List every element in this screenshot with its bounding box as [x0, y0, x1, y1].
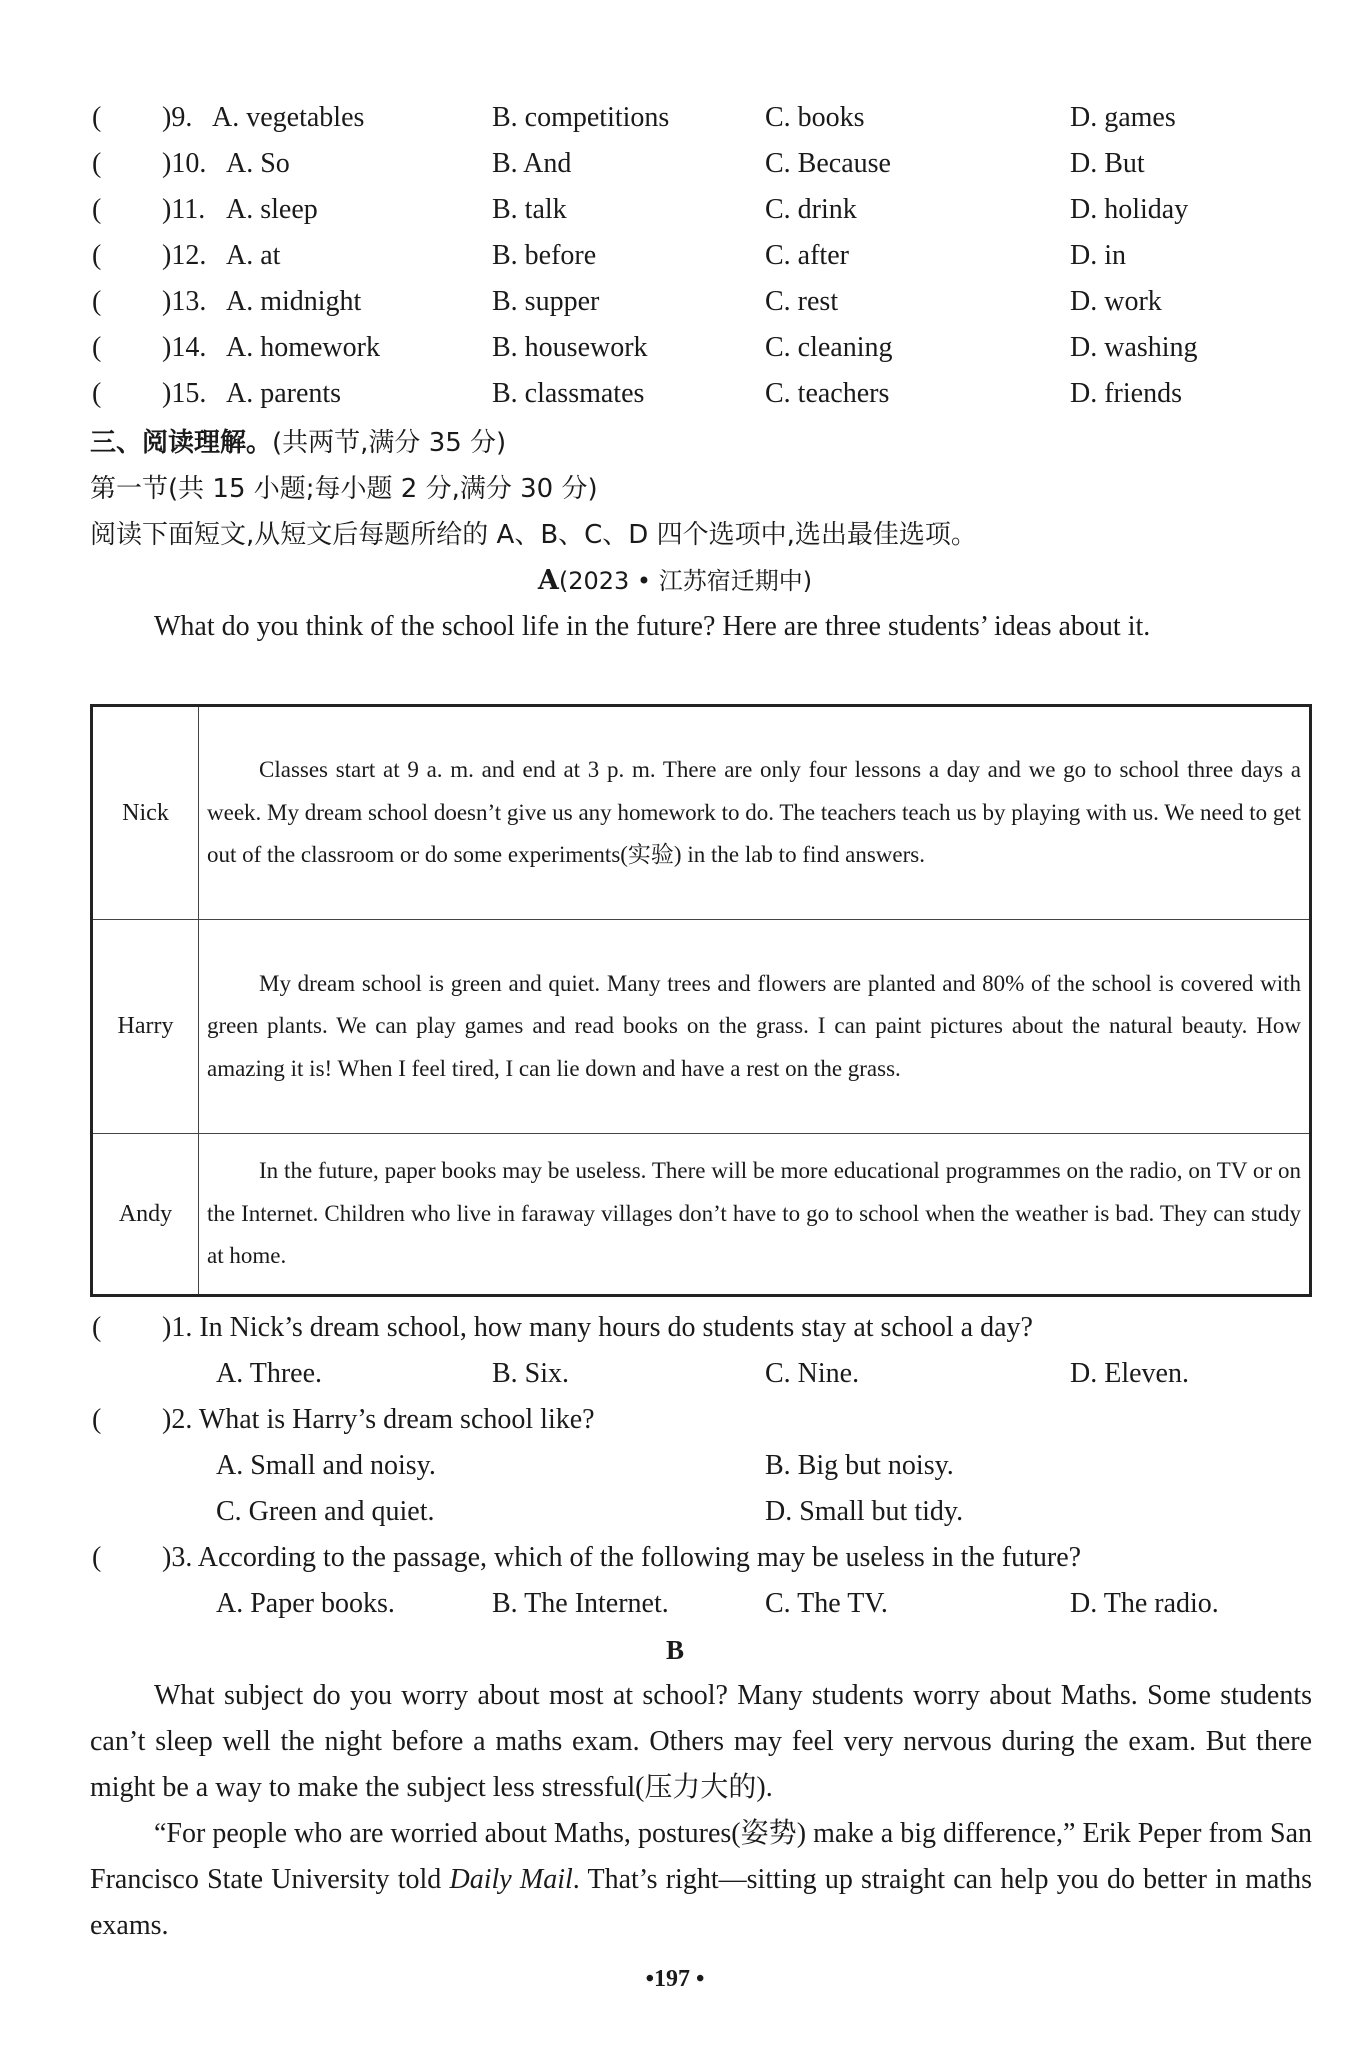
- cloze-row-15: [92, 371, 1312, 417]
- option-a: A. parents: [226, 378, 342, 409]
- student-name: Andy: [92, 1134, 199, 1296]
- option-b: B. housework: [492, 332, 648, 363]
- answer-blank[interactable]: (: [92, 148, 102, 179]
- table-row-nick: [92, 706, 1311, 920]
- passage-a-heading: [0, 558, 1350, 604]
- passage-b-paragraph-1: What subject do you worry about most at school? Many students worry about Maths. Some students can’t sleep well the night before a maths exam. Others may feel very nervous during the exam. But there might be a way to make the subject less stressful(压力大的).: [90, 1680, 1312, 1803]
- passage-a-source: (2023 • 江苏宿迁期中): [558, 567, 813, 595]
- passage-a-label: A: [537, 565, 559, 596]
- question-number: )12.: [162, 240, 207, 271]
- q1-option-d: D. Eleven.: [1070, 1358, 1189, 1389]
- option-d: D. games: [1070, 102, 1176, 133]
- cloze-row-9: [92, 95, 1312, 141]
- option-a: A. midnight: [226, 286, 362, 317]
- option-c: C. Because: [765, 148, 891, 179]
- question-stem: )1. In Nick’s dream school, how many hours do students stay at school a day?: [162, 1312, 1033, 1343]
- idea-text: Classes start at 9 a. m. and end at 3 p. m. There are only four lessons a day and we go to school three days a week. My dream school doesn’t give us any homework to do. The teachers teach us by playing with us. We need to get out of the classroom or do some experiments(实验) in the lab to find answers.: [207, 757, 1301, 868]
- option-c: C. after: [765, 240, 849, 271]
- option-a: A. So: [226, 148, 290, 179]
- instruction-text: 阅读下面短文,从短文后每题所给的 A、B、C、D 四个选项中,选出最佳选项。: [90, 520, 977, 550]
- passage-b-label: B: [665, 1635, 684, 1665]
- student-name: Nick: [92, 706, 199, 920]
- student-idea: [199, 920, 1311, 1134]
- question-number: )15.: [162, 378, 207, 409]
- question-number: )9.: [162, 102, 193, 133]
- q1-option-a: A. Three.: [216, 1358, 322, 1389]
- ideas-table: [90, 704, 1312, 1297]
- q1-option-c: C. Nine.: [765, 1358, 860, 1389]
- cloze-row-13: [92, 279, 1312, 325]
- passage-b-paragraph-2: [90, 1811, 1312, 1949]
- p2-text-start: “For people who are worried about Maths, postures(姿势) make a big difference,” Erik Peper from San Francisco State University told: [90, 1818, 1312, 1895]
- option-b: B. before: [492, 240, 597, 271]
- option-b: B. classmates: [492, 378, 645, 409]
- option-b: B. And: [492, 148, 572, 179]
- q3-option-d: D. The radio.: [1070, 1588, 1219, 1619]
- option-c: C. teachers: [765, 378, 890, 409]
- option-c: C. drink: [765, 194, 857, 225]
- answer-blank[interactable]: (: [92, 194, 102, 225]
- option-b: B. competitions: [492, 102, 670, 133]
- option-a: A. homework: [226, 332, 380, 363]
- cloze-row-11: [92, 187, 1312, 233]
- option-a: A. sleep: [226, 194, 318, 225]
- q2-option-a: A. Small and noisy.: [216, 1450, 436, 1481]
- answer-blank[interactable]: (: [92, 378, 102, 409]
- answer-blank[interactable]: (: [92, 240, 102, 271]
- idea-text: My dream school is green and quiet. Many trees and flowers are planted and 80% of the school is covered with green plants. We can play games and read books on the grass. I can paint pictures about the natural beauty. How amazing it is! When I feel tired, I can lie down and have a rest on the grass.: [207, 970, 1301, 1081]
- q2-option-d: D. Small but tidy.: [765, 1496, 964, 1527]
- answer-blank[interactable]: (: [92, 332, 102, 363]
- passage-a-intro: [90, 604, 1312, 650]
- q3-option-c: C. The TV.: [765, 1588, 888, 1619]
- option-d: D. holiday: [1070, 194, 1189, 225]
- section-title: 三、阅读理解。: [90, 428, 273, 458]
- option-a: A. at: [226, 240, 281, 271]
- question-number: )11.: [162, 194, 206, 225]
- option-d: D. work: [1070, 286, 1162, 317]
- option-d: D. in: [1070, 240, 1126, 271]
- q3-option-b: B. The Internet.: [492, 1588, 669, 1619]
- cloze-row-12: [92, 233, 1312, 279]
- newspaper-name: Daily Mail: [449, 1864, 573, 1895]
- option-b: B. talk: [492, 194, 567, 225]
- option-d: D. But: [1070, 148, 1145, 179]
- student-idea: [199, 706, 1311, 920]
- answer-blank[interactable]: (: [92, 286, 102, 317]
- p2-text-end: . That’s right—sitting up straight can help you do better in maths exams.: [90, 1864, 1313, 1941]
- section-heading: [90, 420, 506, 466]
- question-number: )13.: [162, 286, 207, 317]
- table-row-harry: [92, 920, 1311, 1134]
- q2-option-c: C. Green and quiet.: [216, 1496, 435, 1527]
- answer-blank[interactable]: (: [92, 1404, 102, 1435]
- answer-blank[interactable]: (: [92, 102, 102, 133]
- question-number: )10.: [162, 148, 207, 179]
- option-c: C. cleaning: [765, 332, 893, 363]
- question-stem: )3. According to the passage, which of the following may be useless in the future?: [162, 1542, 1082, 1573]
- option-c: C. books: [765, 102, 865, 133]
- passage-b-body: [90, 1673, 1312, 1949]
- option-d: D. friends: [1070, 378, 1182, 409]
- q1-option-b: B. Six.: [492, 1358, 570, 1389]
- idea-text: In the future, paper books may be useless. There will be more educational programmes on the radio, on TV or on the Internet. Children who live in faraway villages don’t have to go to school when the weather is bad. They can study at home.: [207, 1158, 1301, 1269]
- question-stem: )2. What is Harry’s dream school like?: [162, 1404, 595, 1435]
- question-number: )14.: [162, 332, 207, 363]
- q2-option-b: B. Big but noisy.: [765, 1450, 954, 1481]
- q3-option-a: A. Paper books.: [216, 1588, 395, 1619]
- student-idea: [199, 1134, 1311, 1296]
- option-d: D. washing: [1070, 332, 1198, 363]
- part-heading: 第一节(共 15 小题;每小题 2 分,满分 30 分): [90, 474, 598, 504]
- answer-blank[interactable]: (: [92, 1542, 102, 1573]
- answer-blank[interactable]: (: [92, 1312, 102, 1343]
- option-b: B. supper: [492, 286, 600, 317]
- cloze-row-10: [92, 141, 1312, 187]
- intro-paragraph: What do you think of the school life in the future? Here are three students’ ideas about it.: [154, 611, 1151, 642]
- section-title-note: (共两节,满分 35 分): [272, 428, 507, 458]
- page-number: •197 •: [645, 1966, 705, 1992]
- table-row-andy: [92, 1134, 1311, 1296]
- option-c: C. rest: [765, 286, 839, 317]
- student-name: Harry: [92, 920, 199, 1134]
- cloze-row-14: [92, 325, 1312, 371]
- option-a: A. vegetables: [212, 102, 365, 133]
